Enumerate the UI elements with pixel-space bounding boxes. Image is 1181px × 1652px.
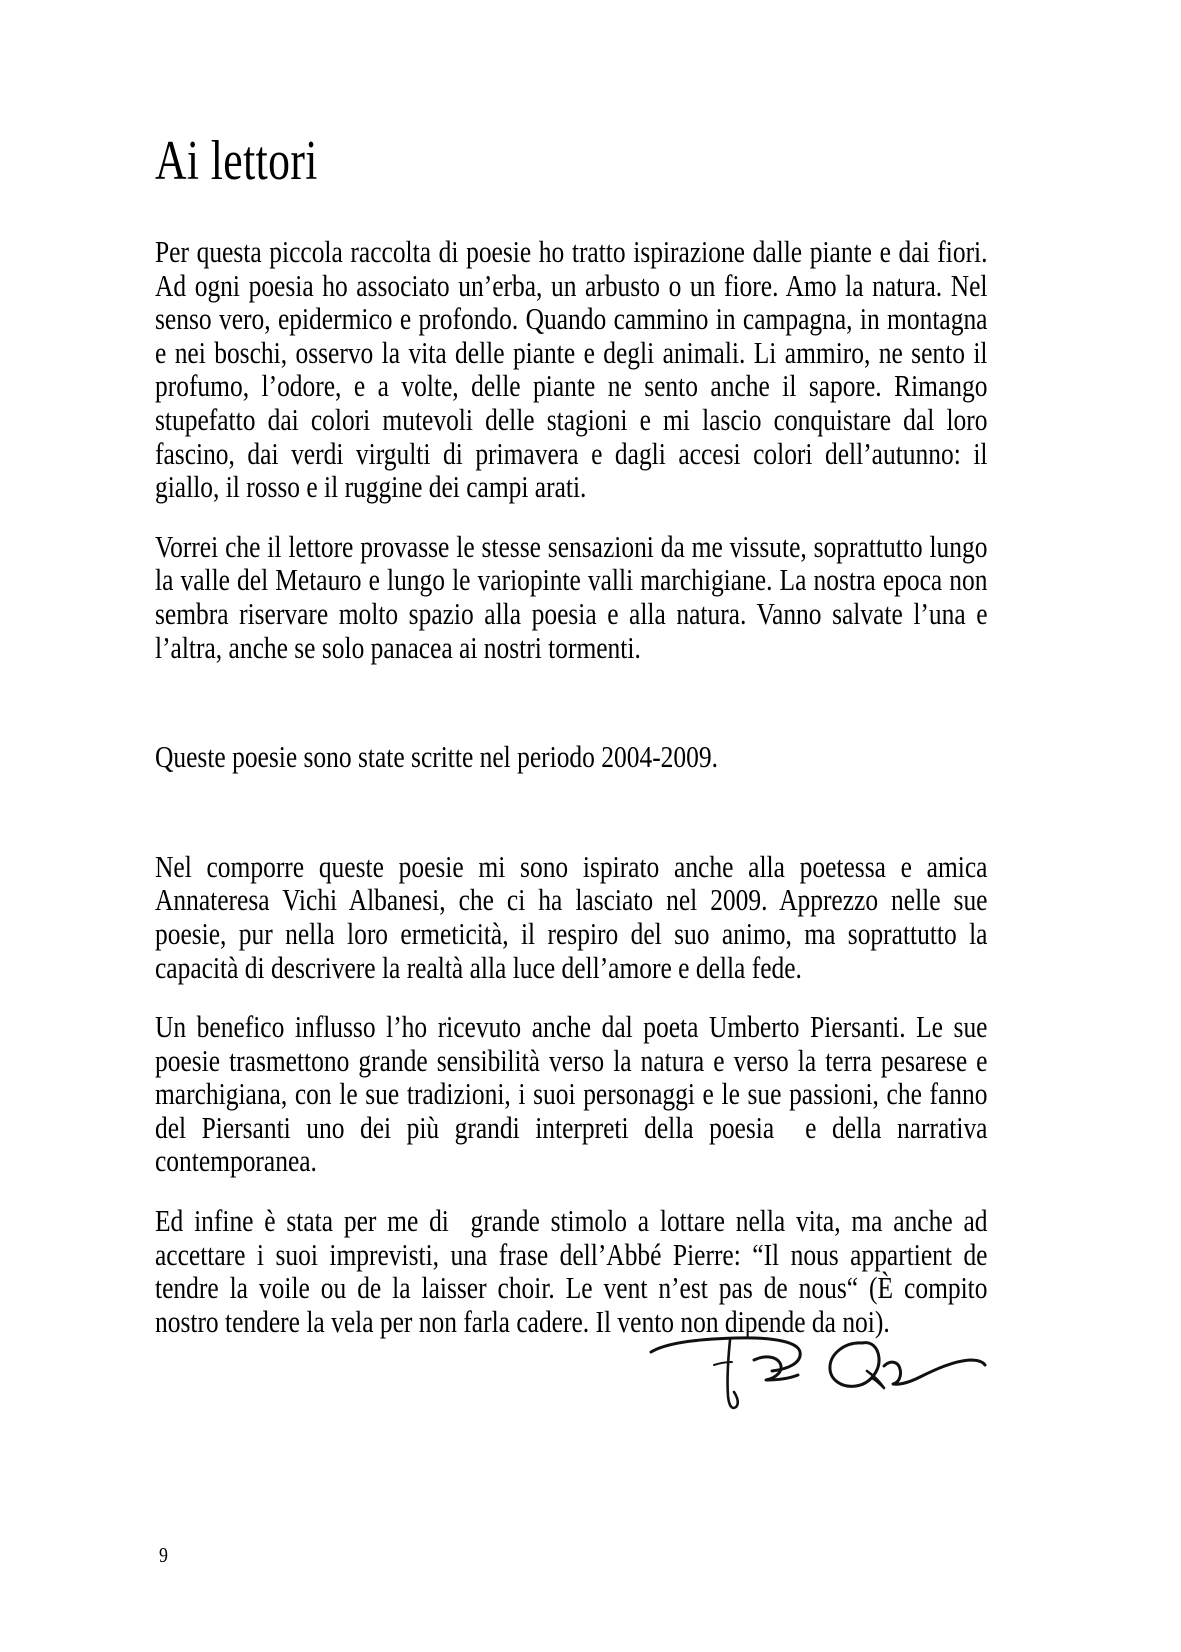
handwritten-signature bbox=[648, 1330, 988, 1420]
paragraph-1: Per questa piccola raccolta di poesie ho tratto ispirazione dalle piante e dai fiori. Ad ogni poesia ho associato un’erba, un arbusto o un fiore. Amo la natura. Nel senso vero, epidermico e profondo. Quando cammino in campagna, in montagna e nei boschi, osservo la vita delle piante e degli animali. Li ammiro, ne sento il profumo, l’odore, e a volte, delle piante ne sento anche il sapore. Rimango stupefatto dai colori mutevoli delle stagioni e mi lascio conquistare dal loro fascino, dai verdi virgulti di primavera e dagli accesi colori dell’autunno: il giallo, il rosso e il ruggine dei campi arati. bbox=[155, 235, 994, 505]
page-number: 9 bbox=[159, 1543, 168, 1567]
paragraph-spacer bbox=[155, 985, 988, 1011]
page-title: Ai lettori bbox=[155, 129, 318, 192]
paragraph-2: Vorrei che il lettore provasse le stesse sensazioni da me vissute, soprattutto lungo la valle del Metauro e lungo le variopinte valli marchigiane. La nostra epoca non sembra riservare molto spazio alla poesia e alla natura. Vanno salvate l’una e l’altra, anche se solo panacea ai nostri tormenti. bbox=[155, 529, 994, 665]
paragraph-spacer bbox=[155, 1179, 988, 1205]
paragraph-6-abbe-pierre-quote: Ed infine è stata per me di grande stimolo a lottare nella vita, ma anche ad accettare i suoi imprevisti, una frase dell’Abbé Pierre: “Il nous appartient de tendre la voile ou de la laisser choir. Le vent n’est pas de nous“ (È compito nostro tendere la vela per non farla cadere. Il vento non dipende da noi). bbox=[155, 1204, 994, 1339]
paragraph-4-annateresa-vichi-albanesi: Nel comporre queste poesie mi sono ispirato anche alla poetessa e amica Annateresa Vichi Albanesi, che ci ha lasciato nel 2009. Apprezzo nelle sue poesie, pur nella loro ermeticità, il respiro del suo animo, ma soprattutto la capacità di descrivere la realtà alla luce dell’amore e della fede. bbox=[155, 849, 994, 985]
paragraph-3-writing-period: Queste poesie sono state scritte nel periodo 2004-2009. bbox=[155, 740, 718, 775]
paragraph-spacer bbox=[155, 665, 988, 741]
paragraph-spacer bbox=[155, 505, 988, 531]
body-text bbox=[155, 235, 994, 1339]
paragraph-spacer bbox=[155, 775, 988, 851]
paragraph-5-umberto-piersanti: Un benefico influsso l’ho ricevuto anche dal poeta Umberto Piersanti. Le sue poesie trasmettono grande sensibilità verso la natura e verso la terra pesarese e marchigiana, con le sue tradizioni, i suoi personaggi e le sue passioni, che fanno del Piersanti uno dei più grandi interpreti della poesia e della narrativa contemporanea. bbox=[155, 1010, 994, 1179]
